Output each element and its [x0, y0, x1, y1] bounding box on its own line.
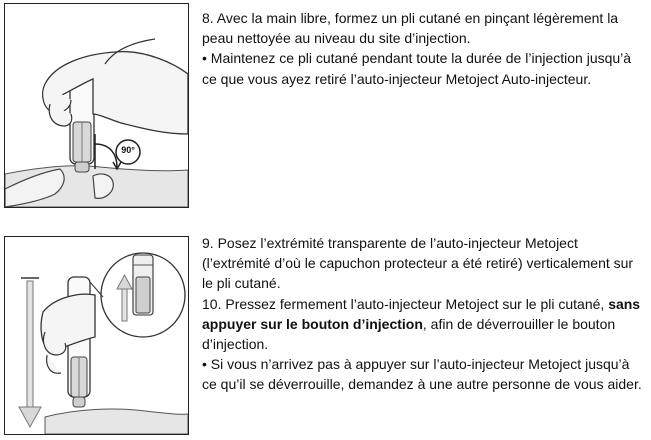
vertical-placement-illustration: [5, 237, 188, 434]
step9-illustration: [4, 236, 189, 435]
skin-fold-illustration: [5, 4, 188, 207]
step9-text: [202, 233, 647, 395]
step10-text-end: , afin de déverrouiller le bouton d’injection.: [202, 315, 616, 353]
step8-text: [202, 8, 647, 89]
step10-bullet: • Si vous n’arrivez pas à appuyer sur l’auto-injecteur Metoject jusqu’à ce qu’il se déverrouille, demandez à une autre personne de vous aider.: [202, 356, 642, 393]
step10-warning-bold: sans appuyer sur le bouton d’injection: [202, 295, 641, 332]
step8-bullet: • Maintenez ce pli cutané pendant toute la durée de l’injection jusqu’à ce que vous ayez retiré l’auto-injecteur Metoject Auto-injecteur.: [202, 50, 632, 87]
step10-text-start: 10. Pressez fermement l’auto-injecteur Metoject sur le pli cutané,: [202, 295, 609, 312]
step9-instruction: 9. Posez l’extrémité transparente de l’auto-injecteur Metoject (l’extrémité d’où le capuchon protecteur a été retiré) verticalement sur le pli cutané.: [202, 235, 634, 292]
step8-instruction: 8. Avec la main libre, formez un pli cutané en pinçant légèrement la peau nettoyée au niveau du site d’injection.: [202, 10, 619, 47]
angle-badge-label: 90°: [121, 145, 135, 155]
step10-instruction: [202, 294, 647, 355]
step8-illustration: [4, 3, 189, 208]
